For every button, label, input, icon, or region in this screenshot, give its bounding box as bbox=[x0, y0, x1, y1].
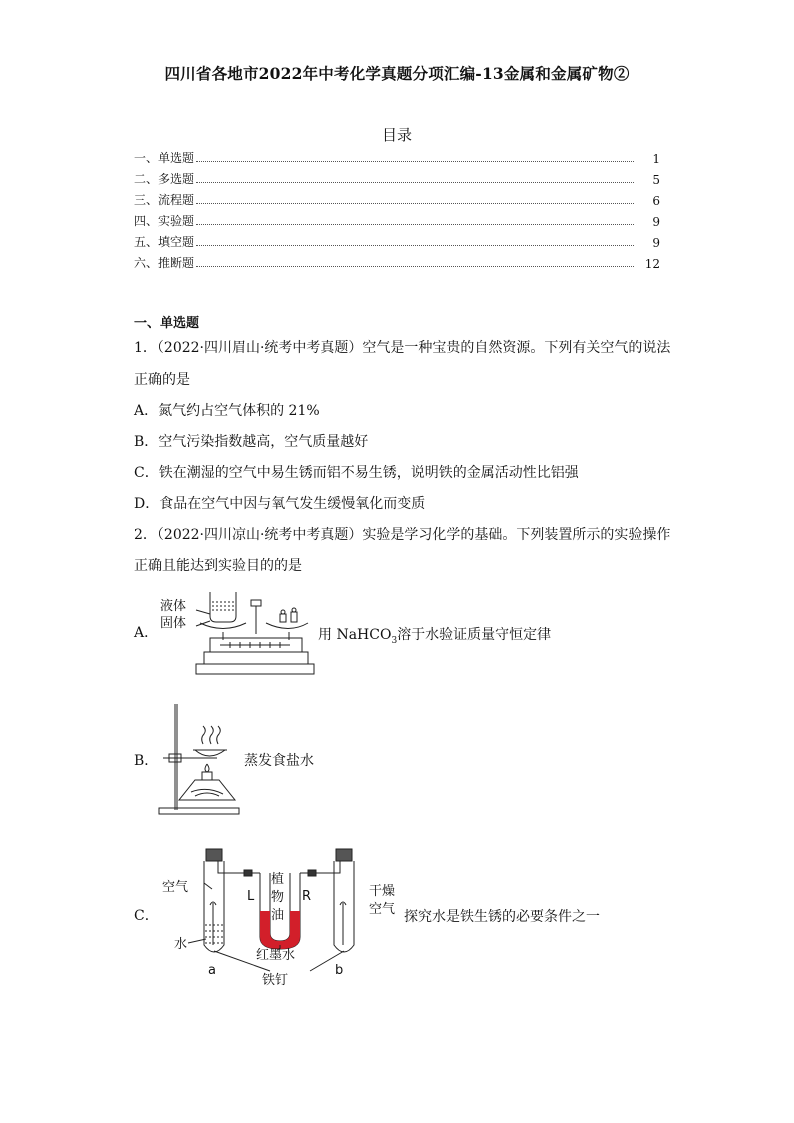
toc-leader bbox=[196, 245, 634, 246]
q2-option-c-letter: C． bbox=[134, 908, 159, 924]
toc-page: 12 bbox=[644, 257, 660, 271]
toc-page: 9 bbox=[652, 236, 660, 250]
label-l: L bbox=[247, 889, 255, 904]
label-tube-b: b bbox=[335, 963, 344, 978]
q1-option-b: B．空气污染指数越高，空气质量越好 bbox=[134, 434, 369, 450]
toc-page: 6 bbox=[652, 194, 660, 208]
q2-stem-line2: 正确且能达到实验目的的是 bbox=[134, 558, 302, 574]
toc-row[interactable] bbox=[134, 229, 660, 250]
balance-diagram bbox=[190, 588, 315, 683]
toc-label: 四、实验题 bbox=[134, 214, 195, 228]
label-red-ink: 红墨水 bbox=[256, 948, 296, 963]
toc-row[interactable] bbox=[134, 145, 660, 166]
caption-pre: 用 NaHCO bbox=[318, 627, 392, 643]
toc-page: 1 bbox=[652, 152, 660, 166]
q1-stem-line1: 1．（2022·四川眉山·统考中考真题）空气是一种宝贵的自然资源。下列有关空气的说法 bbox=[134, 340, 671, 356]
toc-label: 三、流程题 bbox=[134, 193, 195, 207]
label-water: 水 bbox=[174, 937, 188, 952]
label-oil-3: 油 bbox=[271, 908, 285, 923]
q2-option-b-caption: 蒸发食盐水 bbox=[244, 753, 314, 769]
label-air: 空气 bbox=[162, 880, 189, 895]
toc-label: 五、填空题 bbox=[134, 235, 195, 249]
label-r: R bbox=[302, 889, 312, 904]
toc-label: 二、多选题 bbox=[134, 172, 195, 186]
toc-leader bbox=[196, 224, 634, 225]
toc-label: 六、推断题 bbox=[134, 256, 195, 270]
toc-label: 一、单选题 bbox=[134, 151, 195, 165]
toc-leader bbox=[196, 182, 634, 183]
q1-option-a: A．氮气约占空气体积的 21% bbox=[134, 403, 320, 419]
toc-row[interactable] bbox=[134, 208, 660, 229]
label-solid: 固体 bbox=[160, 616, 187, 631]
label-oil-1: 植 bbox=[271, 872, 285, 887]
evaporation-diagram bbox=[155, 700, 245, 818]
q1-option-d: D．食品在空气中因与氧气发生缓慢氧化而变质 bbox=[134, 496, 426, 512]
label-dry-air: 空气 bbox=[369, 902, 396, 917]
q2-stem-line1: 2．（2022·四川凉山·统考中考真题）实验是学习化学的基础。下列装置所示的实验操作 bbox=[134, 527, 671, 543]
toc-page: 5 bbox=[652, 173, 660, 187]
label-liquid: 液体 bbox=[160, 599, 187, 614]
q2-option-c-caption: 探究水是铁生锈的必要条件之一 bbox=[404, 909, 600, 925]
q2-option-a-caption bbox=[318, 624, 551, 646]
toc-leader bbox=[196, 161, 634, 162]
label-tube-a: a bbox=[208, 963, 216, 978]
q2-option-a-letter: A． bbox=[134, 625, 159, 641]
q1-option-c: C．铁在潮湿的空气中易生锈而铝不易生锈，说明铁的金属活动性比铝强 bbox=[134, 465, 579, 481]
document-title: 四川省各地市2022年中考化学真题分项汇编-13金属和金属矿物② bbox=[164, 64, 630, 83]
toc-leader bbox=[196, 203, 634, 204]
label-iron-nail: 铁钉 bbox=[262, 973, 289, 988]
caption-post: 溶于水验证质量守恒定律 bbox=[397, 627, 552, 643]
toc-row[interactable] bbox=[134, 166, 660, 187]
toc-leader bbox=[196, 266, 634, 267]
toc-row[interactable] bbox=[134, 250, 660, 271]
table-of-contents bbox=[134, 145, 660, 271]
toc-heading: 目录 bbox=[381, 126, 412, 144]
caption-subscript: 3 bbox=[391, 635, 398, 646]
toc-row[interactable] bbox=[134, 187, 660, 208]
section-heading: 一、单选题 bbox=[134, 316, 200, 331]
label-oil-2: 物 bbox=[271, 890, 285, 905]
label-dry: 干燥 bbox=[369, 884, 396, 899]
q2-option-b-letter: B． bbox=[134, 753, 159, 769]
q1-stem-line2: 正确的是 bbox=[134, 372, 190, 388]
toc-page: 9 bbox=[652, 215, 660, 229]
